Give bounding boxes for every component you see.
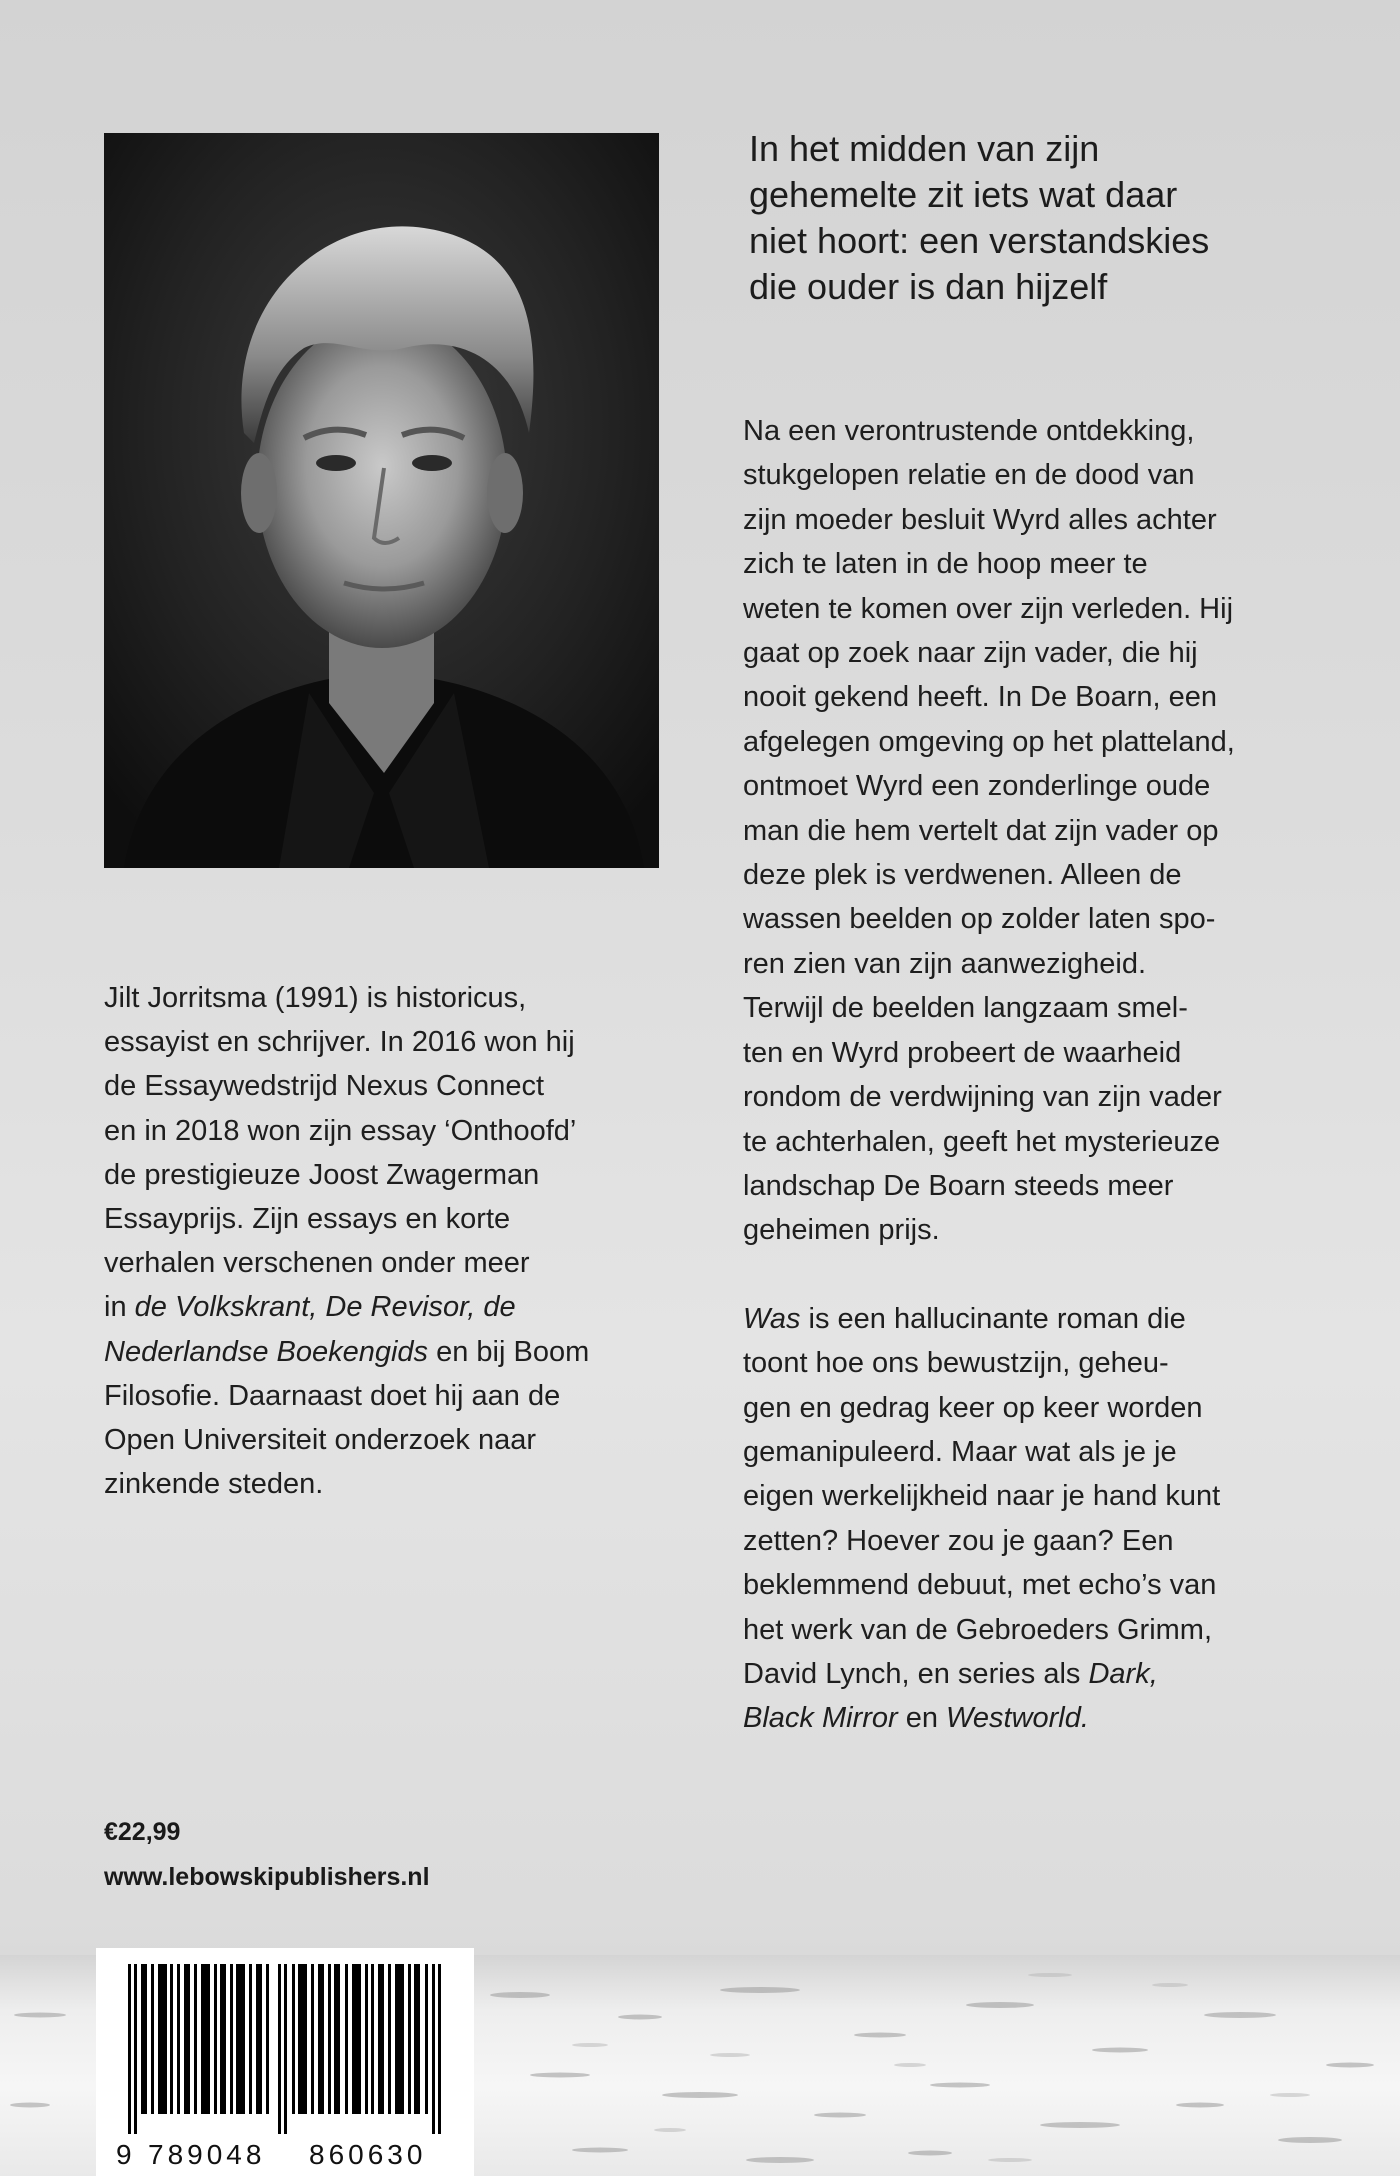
- blurb-line: nooit gekend heeft. In De Boarn, een: [743, 681, 1218, 714]
- paragraph-gap: [743, 1253, 1343, 1297]
- blurb-line: landschap De Boarn steeds meer: [743, 1169, 1174, 1202]
- tagline-line: In het midden van zijn: [749, 128, 1100, 169]
- blurb-line: stukgelopen relatie en de dood van: [743, 459, 1195, 492]
- publisher-website: www.lebowskipublishers.nl: [104, 1863, 430, 1891]
- blurb-line: geheimen prijs.: [743, 1214, 940, 1247]
- tagline-line: gehemelte zit iets wat daar: [749, 174, 1178, 215]
- blurb-line: zetten? Hoever zou je gaan? Een: [743, 1524, 1174, 1557]
- bio-line: zinkende steden.: [104, 1468, 324, 1501]
- series-title-italic: Black Mirror: [743, 1702, 898, 1735]
- blurb-line: Na een verontrustende ontdekking,: [743, 415, 1195, 447]
- blurb-line: deze plek is verdwenen. Alleen de: [743, 859, 1182, 892]
- blurb-line: eigen werkelijkheid naar je hand kunt: [743, 1480, 1221, 1513]
- blurb-text: en: [897, 1702, 947, 1735]
- bio-line: en in 2018 won zijn essay ‘Onthoofd’: [104, 1114, 577, 1147]
- blurb-line: [743, 1696, 1343, 1740]
- bio-line: verhalen verschenen onder meer: [104, 1247, 530, 1280]
- isbn-left-digits: 789048: [148, 2139, 266, 2170]
- blurb-line: afgelegen omgeving op het platteland,: [743, 725, 1235, 758]
- blurb-line: toont hoe ons bewustzijn, geheu-: [743, 1347, 1169, 1380]
- bio-line: [104, 1285, 664, 1329]
- blurb-text: is een hallucinante roman die: [800, 1302, 1186, 1335]
- blurb-line: ten en Wyrd probeert de waarheid: [743, 1036, 1182, 1069]
- bio-line: Essayprijs. Zijn essays en korte: [104, 1203, 511, 1236]
- bio-text: en bij Boom: [428, 1335, 590, 1368]
- blurb-line: beklemmend debuut, met echo’s van: [743, 1569, 1217, 1602]
- blurb-line: gaat op zoek naar zijn vader, die hij: [743, 637, 1198, 670]
- price: €22,99: [104, 1818, 181, 1846]
- publication-italic: Nederlandse Boekengids: [104, 1335, 429, 1368]
- isbn-lead-digit: 9: [116, 2139, 132, 2170]
- blurb-line: [743, 1652, 1343, 1696]
- blurb-line: ren zien van zijn aanwezigheid.: [743, 947, 1147, 980]
- blurb-line: gemanipuleerd. Maar wat als je je: [743, 1435, 1177, 1468]
- tagline-line: niet hoort: een verstandskies: [749, 220, 1210, 261]
- blurb-line: het werk van de Gebroeders Grimm,: [743, 1613, 1213, 1646]
- author-portrait-image: [104, 133, 659, 868]
- bio-line: de Essaywedstrijd Nexus Connect: [104, 1070, 545, 1103]
- book-blurb: [743, 409, 1343, 1741]
- blurb-line: [743, 1297, 1343, 1341]
- blurb-line: Terwijl de beelden langzaam smel-: [743, 992, 1188, 1025]
- author-photo: [104, 133, 659, 868]
- blurb-line: zich te laten in de hoop meer te: [743, 548, 1148, 581]
- blurb-line: gen en gedrag keer op keer worden: [743, 1391, 1203, 1424]
- blurb-text: David Lynch, en series als: [743, 1657, 1089, 1690]
- blurb-line: weten te komen over zijn verleden. Hij: [743, 592, 1234, 625]
- book-title-italic: Was: [743, 1302, 801, 1335]
- bio-line: essayist en schrijver. In 2016 won hij: [104, 1026, 575, 1059]
- tagline-line: die ouder is dan hijzelf: [749, 266, 1108, 307]
- publication-italic: de Volkskrant, De Revisor, de: [134, 1291, 516, 1324]
- tagline: [749, 126, 1349, 310]
- isbn-barcode: [96, 1948, 474, 2176]
- bio-line: Jilt Jorritsma (1991) is historicus,: [104, 982, 527, 1014]
- blurb-line: ontmoet Wyrd een zonderlinge oude: [743, 770, 1211, 803]
- bio-line: [104, 1330, 664, 1374]
- bio-text: in: [104, 1291, 135, 1324]
- bio-line: Filosofie. Daarnaast doet hij aan de: [104, 1379, 561, 1412]
- bio-line: de prestigieuze Joost Zwagerman: [104, 1158, 540, 1191]
- series-title-italic: Westworld.: [946, 1702, 1089, 1735]
- blurb-line: man die hem vertelt dat zijn vader op: [743, 814, 1219, 847]
- blurb-line: wassen beelden op zolder laten spo-: [743, 903, 1216, 936]
- bio-line: Open Universiteit onderzoek naar: [104, 1424, 537, 1457]
- isbn-right-digits: 860630: [309, 2139, 427, 2170]
- series-title-italic: Dark,: [1088, 1657, 1158, 1690]
- blurb-paragraph-1: [743, 409, 1343, 1253]
- barcode-bars: [114, 1964, 464, 2134]
- blurb-line: te achterhalen, geeft het mysterieuze: [743, 1125, 1221, 1158]
- blurb-paragraph-2: [743, 1297, 1343, 1741]
- blurb-line: rondom de verdwijning van zijn vader: [743, 1081, 1222, 1114]
- author-bio: [104, 976, 664, 1506]
- blurb-line: zijn moeder besluit Wyrd alles achter: [743, 503, 1217, 536]
